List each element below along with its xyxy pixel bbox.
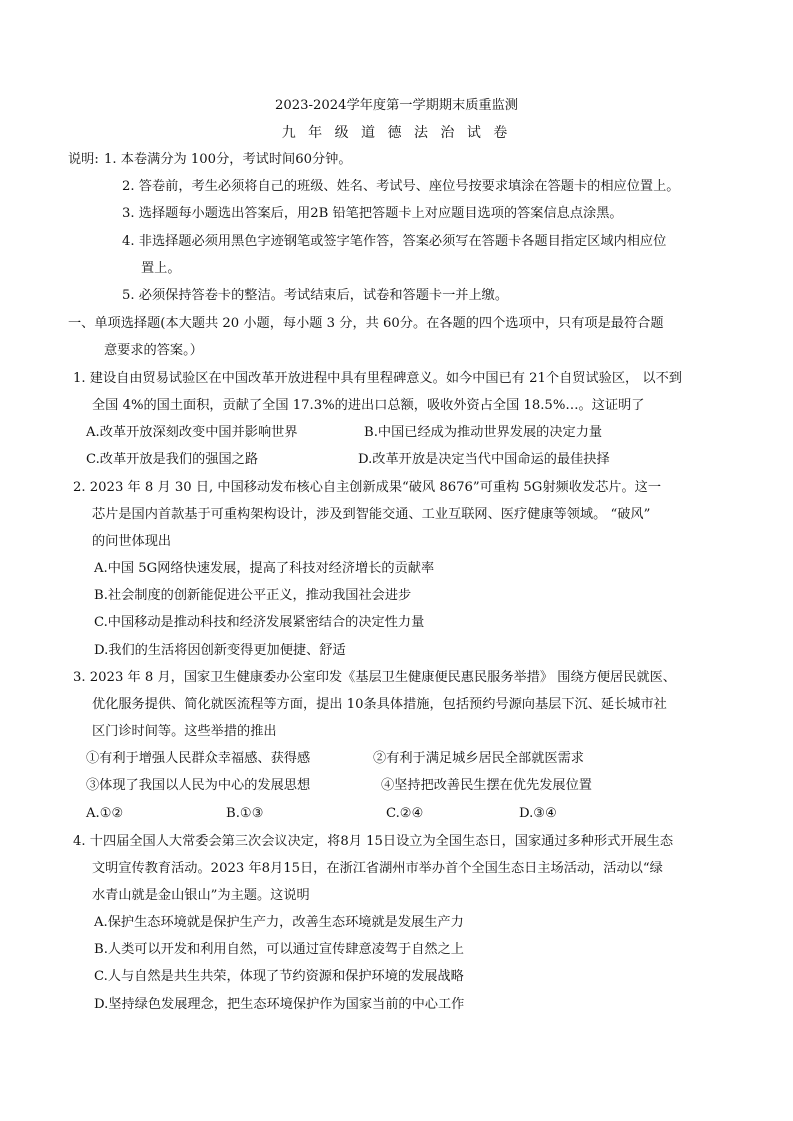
instructions-label: 说明: xyxy=(68,152,99,167)
question-1-option-b: B.中国已经成为推动世界发展的决定力量 xyxy=(364,425,603,440)
question-4-option-b: B.人类可以开发和利用自然，可以通过宣传肆意凌驾于自然之上 xyxy=(94,942,464,957)
question-2-stem-cont: 芯片是国内首款基于可重构架构设计，涉及到智能交通、工业互联网、医疗健康等领域。 “破风” xyxy=(92,507,651,522)
section-heading-cont: 意要求的答案。） xyxy=(104,343,203,358)
question-3-statement-3: ③体现了我国以人民为中心的发展思想 xyxy=(86,778,311,793)
question-4-option-c: C.人与自然是共生共荣，体现了节约资源和保护环境的发展战略 xyxy=(94,969,464,984)
question-3-option-c: C.②④ xyxy=(386,806,424,821)
question-1-option-a: A.改革开放深刻改变中国并影响世界 xyxy=(86,425,298,440)
question-3-option-a: A.①② xyxy=(86,806,124,821)
instruction-3: 3. 选择题每小题选出答案后，用2B 铅笔把答题卡上对应题目选项的答案信息点涂黑。 xyxy=(122,206,623,221)
question-2-stem: 2. 2023 年 8 月 30 日, 中国移动发布核心自主创新成果“破风 8676”可重构 5G射频收发芯片。这一 xyxy=(73,480,662,495)
question-1-option-d: D.改革开放是决定当代中国命运的最佳抉择 xyxy=(358,452,610,467)
question-2-option-c: C.中国移动是推动科技和经济发展紧密结合的决定性力量 xyxy=(94,615,425,630)
question-3-statement-2: ②有利于满足城乡居民全部就医需求 xyxy=(373,751,584,766)
question-2-option-d: D.我们的生活将因创新变得更加便捷、舒适 xyxy=(94,643,346,658)
question-3-option-d: D.③④ xyxy=(519,806,557,821)
question-3-stem-cont: 优化服务提供、简化就医流程等方面，提出 10条具体措施，包括预约号源向基层下沉、延长城市社 xyxy=(92,697,667,712)
question-3-stem-cont2: 区门诊时间等。这些举措的推出 xyxy=(92,724,277,739)
question-2-option-a: A.中国 5G网络快速发展，提高了科技对经济增长的贡献率 xyxy=(94,561,435,576)
instruction-5: 5. 必须保持答卷卡的整洁。考试结束后，试卷和答题卡一并上缴。 xyxy=(122,288,509,303)
instruction-4-cont: 置上。 xyxy=(141,261,181,276)
question-3-option-b: B.①③ xyxy=(226,806,264,821)
question-4-option-d: D.坚持绿色发展理念，把生态环境保护作为国家当前的中心工作 xyxy=(94,997,465,1012)
instruction-1: 1. 本卷满分为 100分，考试时间60分钟。 xyxy=(104,152,352,167)
question-4-stem-cont: 文明宣传教育活动。2023 年8月15日，在浙江省湖州市举办首个全国生态日主场活动，活动以“绿 xyxy=(92,861,663,876)
question-3-statement-1: ①有利于增强人民群众幸福感、获得感 xyxy=(86,751,311,766)
question-4-stem: 4. 十四届全国人大常委会第三次会议决定，将8月 15日设立为全国生态日，国家通过多种形式开展生态 xyxy=(73,834,674,849)
question-4-stem-cont2: 水青山就是金山银山”为主题。这说明 xyxy=(92,888,310,903)
question-4-option-a: A.保护生态环境就是保护生产力，改善生态环境就是发展生产力 xyxy=(94,915,464,930)
instruction-4: 4. 非选择题必须用黑色字迹钢笔或签字笔作答，答案必须写在答题卡各题目指定区域内相应位 xyxy=(122,234,667,249)
instruction-2: 2. 答卷前，考生必须将自己的班级、姓名、考试号、座位号按要求填涂在答题卡的相应位置上。 xyxy=(122,179,680,194)
section-heading: 一、单项选择题(本大题共 20 小题，每小题 3 分，共 60分。在各题的四个选项中，只有项是最符合题 xyxy=(68,316,664,331)
exam-title: 2023-2024学年度第一学期期末质重监测 xyxy=(274,98,518,113)
question-3-statement-4: ④坚持把改善民生摆在优先发展位置 xyxy=(381,778,592,793)
question-1-option-c: C.改革开放是我们的强国之路 xyxy=(86,452,259,467)
question-3-stem: 3. 2023 年 8 月，国家卫生健康委办公室印发《基层卫生健康便民惠民服务举措》 围绕方便居民就医、 xyxy=(73,670,676,685)
exam-subtitle: 九 年 级 道 德 法 治 试 卷 xyxy=(281,125,512,141)
question-1-stem-cont: 全国 4%的国土面积，贡献了全国 17.3%的进出口总额，吸收外资占全国 18.5%…。这证明了 xyxy=(92,398,645,413)
question-2-option-b: B.社会制度的创新能促进公平正义，推动我国社会进步 xyxy=(94,588,412,603)
question-2-stem-cont2: 的问世体现出 xyxy=(92,534,172,549)
question-1-stem: 1. 建设自由贸易试验区在中国改革开放进程中具有里程碑意义。如今中国已有 21个自贸试验区， 以不到 xyxy=(73,371,682,386)
